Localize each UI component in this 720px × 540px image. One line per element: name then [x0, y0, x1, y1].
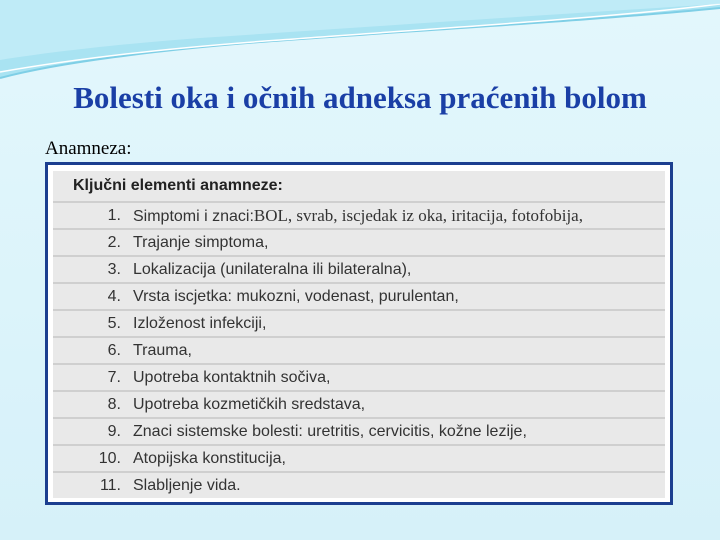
- row-number: 1.: [107, 206, 121, 224]
- table-row: [53, 230, 665, 257]
- table-row: [53, 284, 665, 311]
- row-number: 2.: [107, 233, 121, 251]
- row-number: 5.: [107, 314, 121, 332]
- row-number: 10.: [98, 449, 121, 467]
- row-text-label: Simptomi i znaci:: [133, 207, 254, 225]
- decorative-wave: [0, 0, 720, 90]
- row-text: Vrsta iscjetka: mukozni, vodenast, purulentan,: [133, 287, 459, 305]
- table-row: [53, 338, 665, 365]
- row-text: Upotreba kontaktnih sočiva,: [133, 368, 331, 386]
- row-text: Izloženost infekciji,: [133, 314, 267, 332]
- row-number: 11.: [99, 476, 121, 494]
- table-row: [53, 257, 665, 284]
- table-row: [53, 392, 665, 419]
- table-body: [53, 171, 665, 498]
- row-text: Znaci sistemske bolesti: uretritis, cervicitis, kožne lezije,: [133, 422, 527, 440]
- row-text-symptoms: BOL, svrab, iscjedak iz oka, iritacija, fotofobija,: [253, 205, 583, 225]
- row-number: 3.: [107, 260, 121, 278]
- table-row: [53, 419, 665, 446]
- row-text: Lokalizacija (unilateralna ili bilateralna),: [133, 260, 412, 278]
- table-header: Ključni elementi anamneze:: [53, 171, 665, 203]
- slide-title: Bolesti oka i očnih adneksa praćenih bolom: [73, 80, 647, 115]
- section-label: Anamneza:: [45, 138, 132, 159]
- row-number: 8.: [107, 395, 121, 413]
- row-text: Trauma,: [133, 341, 192, 359]
- table-row: [53, 446, 665, 473]
- row-text: Trajanje simptoma,: [133, 233, 269, 251]
- row-text: Atopijska konstitucija,: [133, 449, 286, 467]
- table-row: [53, 365, 665, 392]
- table-row: [53, 311, 665, 338]
- anamnesis-table: [45, 162, 673, 505]
- row-text: Upotreba kozmetičkih sredstava,: [133, 395, 366, 413]
- row-number: 9.: [107, 422, 121, 440]
- table-row: [53, 473, 665, 498]
- row-number: 6.: [107, 341, 121, 359]
- row-text: Slabljenje vida.: [133, 476, 241, 494]
- row-number: 4.: [107, 287, 121, 305]
- row-text: [133, 206, 665, 226]
- table-row: [53, 203, 665, 230]
- row-number: 7.: [107, 368, 121, 386]
